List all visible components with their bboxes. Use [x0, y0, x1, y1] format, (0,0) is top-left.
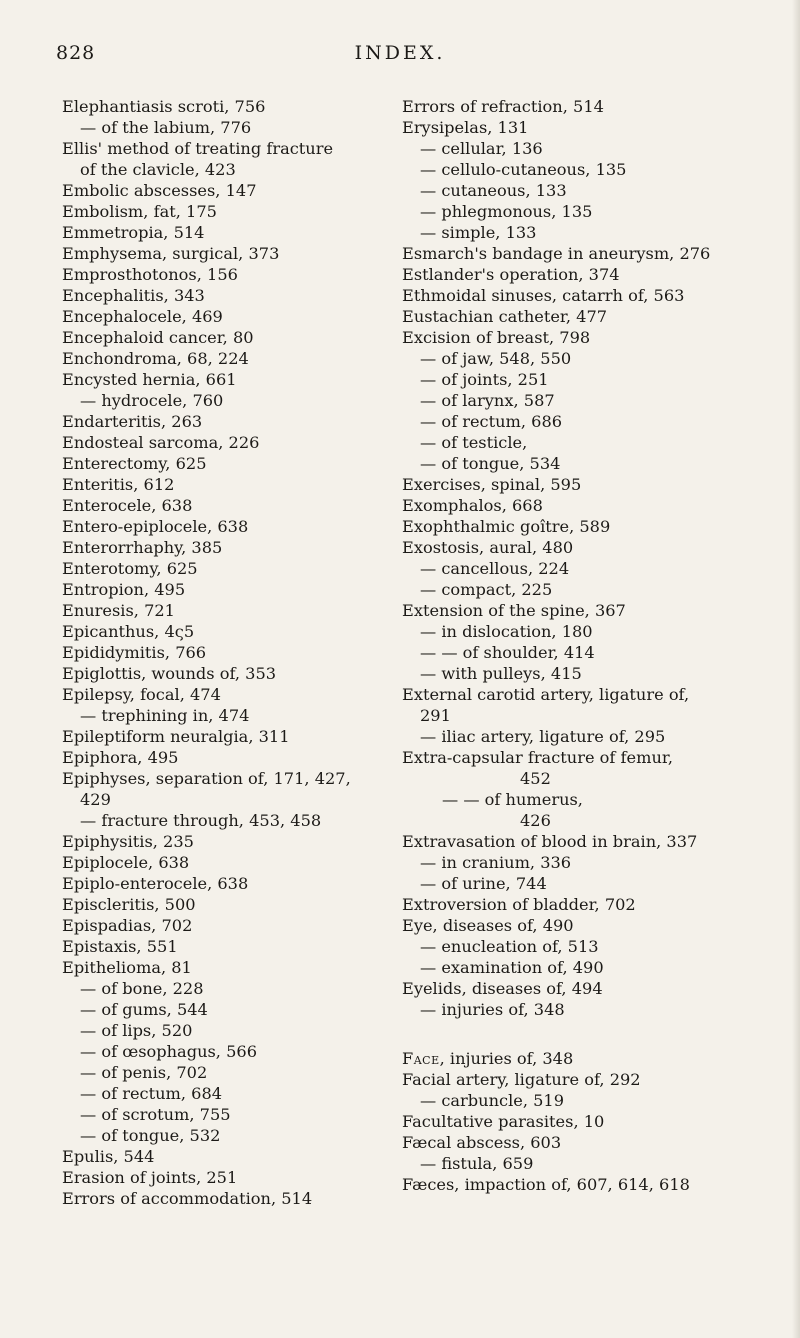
- index-entry: Eyelids, diseases of, 494: [402, 979, 603, 998]
- index-entry: Eye, diseases of, 490: [402, 916, 574, 935]
- index-entry: Elephantiasis scroti, 756: [62, 97, 266, 116]
- index-entry: — cutaneous, 133: [420, 181, 567, 200]
- index-entry: — injuries of, 348: [420, 1000, 565, 1019]
- index-entry: — in cranium, 336: [420, 853, 572, 872]
- index-entry: — of rectum, 686: [420, 412, 563, 431]
- index-entry: — fracture through, 453, 458: [80, 811, 322, 830]
- index-entry: — enucleation of, 513: [420, 937, 599, 956]
- index-entry: Esmarch's bandage in aneurysm, 276: [402, 244, 711, 263]
- index-entry: — of lips, 520: [80, 1021, 193, 1040]
- index-entry: Entropion, 495: [62, 580, 186, 599]
- index-entry: — carbuncle, 519: [420, 1091, 565, 1110]
- index-entry: Enteritis, 612: [62, 475, 175, 494]
- index-entry: — of joints, 251: [420, 370, 549, 389]
- index-entry: Extravasation of blood in brain, 337: [402, 832, 698, 851]
- index-entry: — of jaw, 548, 550: [420, 349, 572, 368]
- index-entry: Encephalocele, 469: [62, 307, 223, 326]
- index-entry: 291: [420, 706, 451, 725]
- index-entry: Emmetropia, 514: [62, 223, 205, 242]
- index-entry: Errors of accommodation, 514: [62, 1189, 313, 1208]
- index-entry: Extroversion of bladder, 702: [402, 895, 636, 914]
- index-entry: Endosteal sarcoma, 226: [62, 433, 260, 452]
- index-entry: Epulis, 544: [62, 1147, 155, 1166]
- index-entry: Exostosis, aural, 480: [402, 538, 574, 557]
- index-entry: — trephining in, 474: [80, 706, 250, 725]
- index-entry: Epispadias, 702: [62, 916, 193, 935]
- index-entry: Encephaloid cancer, 80: [62, 328, 254, 347]
- index-entry: Entero-epiplocele, 638: [62, 517, 249, 536]
- page-number: 828: [56, 42, 96, 64]
- index-entry: Extra-capsular fracture of femur,: [402, 748, 674, 767]
- index-entry: 452: [520, 769, 551, 788]
- index-entry: — in dislocation, 180: [420, 622, 593, 641]
- index-entry: — with pulleys, 415: [420, 664, 582, 683]
- index-entry: External carotid artery, ligature of,: [402, 685, 690, 704]
- index-entry: — simple, 133: [420, 223, 537, 242]
- index-entry: Ethmoidal sinuses, catarrh of, 563: [402, 286, 685, 305]
- index-entry: Facultative parasites, 10: [402, 1112, 605, 1131]
- index-entry: Epiphysitis, 235: [62, 832, 194, 851]
- index-entry: Enterocele, 638: [62, 496, 193, 515]
- index-entry: — hydrocele, 760: [80, 391, 224, 410]
- index-entry: Encysted hernia, 661: [62, 370, 237, 389]
- index-entry: — of rectum, 684: [80, 1084, 223, 1103]
- index-entry: Excision of breast, 798: [402, 328, 591, 347]
- index-entry: — — of humerus,: [442, 790, 583, 809]
- index-column-left: [62, 96, 402, 1209]
- index-entry: Epiphora, 495: [62, 748, 179, 767]
- index-entry: 429: [80, 790, 111, 809]
- index-entry: 426: [520, 811, 551, 830]
- index-entry: Epilepsy, focal, 474: [62, 685, 221, 704]
- index-entry: Enterotomy, 625: [62, 559, 198, 578]
- index-entry: Estlander's operation, 374: [402, 265, 620, 284]
- index-entry: Enchondroma, 68, 224: [62, 349, 249, 368]
- index-column-right: [402, 96, 762, 1195]
- index-entry: Epistaxis, 551: [62, 937, 178, 956]
- index-entry: of the clavicle, 423: [80, 160, 236, 179]
- index-entry: — fistula, 659: [420, 1154, 534, 1173]
- index-entry: Extension of the spine, 367: [402, 601, 626, 620]
- index-entry: — of tongue, 532: [80, 1126, 221, 1145]
- index-entry: Epiplo-enterocele, 638: [62, 874, 249, 893]
- index-entry: — — of shoulder, 414: [420, 643, 595, 662]
- index-entry: Epithelioma, 81: [62, 958, 192, 977]
- index-entry: — cancellous, 224: [420, 559, 570, 578]
- index-entry: Epiplocele, 638: [62, 853, 190, 872]
- index-entry: Eustachian catheter, 477: [402, 307, 608, 326]
- index-entry: Exophthalmic goître, 589: [402, 517, 611, 536]
- index-entry: Face, injuries of, 348: [402, 1049, 574, 1068]
- index-entry: Epicanthus, 4ς5: [62, 622, 195, 641]
- index-entry: — of urine, 744: [420, 874, 547, 893]
- index-entry: — cellulo-cutaneous, 135: [420, 160, 627, 179]
- index-entry: — of scrotum, 755: [80, 1105, 231, 1124]
- index-entry: Facial artery, ligature of, 292: [402, 1070, 641, 1089]
- index-entry: Epididymitis, 766: [62, 643, 207, 662]
- index-entry: Endarteritis, 263: [62, 412, 203, 431]
- index-entry: Exercises, spinal, 595: [402, 475, 582, 494]
- index-entry: — iliac artery, ligature of, 295: [420, 727, 666, 746]
- index-entry: Enterectomy, 625: [62, 454, 207, 473]
- index-entry: Epileptiform neuralgia, 311: [62, 727, 290, 746]
- page-edge: [792, 0, 800, 1338]
- index-entry: Epiphyses, separation of, 171, 427,: [62, 769, 351, 788]
- index-entry: Emprosthotonos, 156: [62, 265, 238, 284]
- index-entry: — of bone, 228: [80, 979, 204, 998]
- index-entry: Erysipelas, 131: [402, 118, 529, 137]
- index-entry: Enterorrhaphy, 385: [62, 538, 223, 557]
- entry-headword: Face: [402, 1049, 440, 1068]
- index-entry: — of œsophagus, 566: [80, 1042, 257, 1061]
- index-entry: — of larynx, 587: [420, 391, 555, 410]
- index-entry: — compact, 225: [420, 580, 553, 599]
- index-entry: Enuresis, 721: [62, 601, 175, 620]
- index-entry: Erasion of joints, 251: [62, 1168, 238, 1187]
- index-entry: — of tongue, 534: [420, 454, 561, 473]
- index-entry: — examination of, 490: [420, 958, 604, 977]
- index-entry: Episcleritis, 500: [62, 895, 196, 914]
- index-entry: — of testicle,: [420, 433, 528, 452]
- index-entry: Exomphalos, 668: [402, 496, 543, 515]
- index-entry: — cellular, 136: [420, 139, 543, 158]
- index-entry: — of gums, 544: [80, 1000, 208, 1019]
- index-entry: Emphysema, surgical, 373: [62, 244, 280, 263]
- running-head: INDEX.: [354, 42, 446, 64]
- index-entry: Fæces, impaction of, 607, 614, 618: [402, 1175, 690, 1194]
- index-entry: — phlegmonous, 135: [420, 202, 593, 221]
- index-entry: Embolism, fat, 175: [62, 202, 217, 221]
- index-entry: — of penis, 702: [80, 1063, 208, 1082]
- index-entry: Fæcal abscess, 603: [402, 1133, 562, 1152]
- index-entry: Epiglottis, wounds of, 353: [62, 664, 277, 683]
- index-entry: Ellis' method of treating fracture: [62, 139, 334, 158]
- index-entry: Errors of refraction, 514: [402, 97, 604, 116]
- index-entry: — of the labium, 776: [80, 118, 252, 137]
- index-entry: Encephalitis, 343: [62, 286, 205, 305]
- index-entry: Embolic abscesses, 147: [62, 181, 257, 200]
